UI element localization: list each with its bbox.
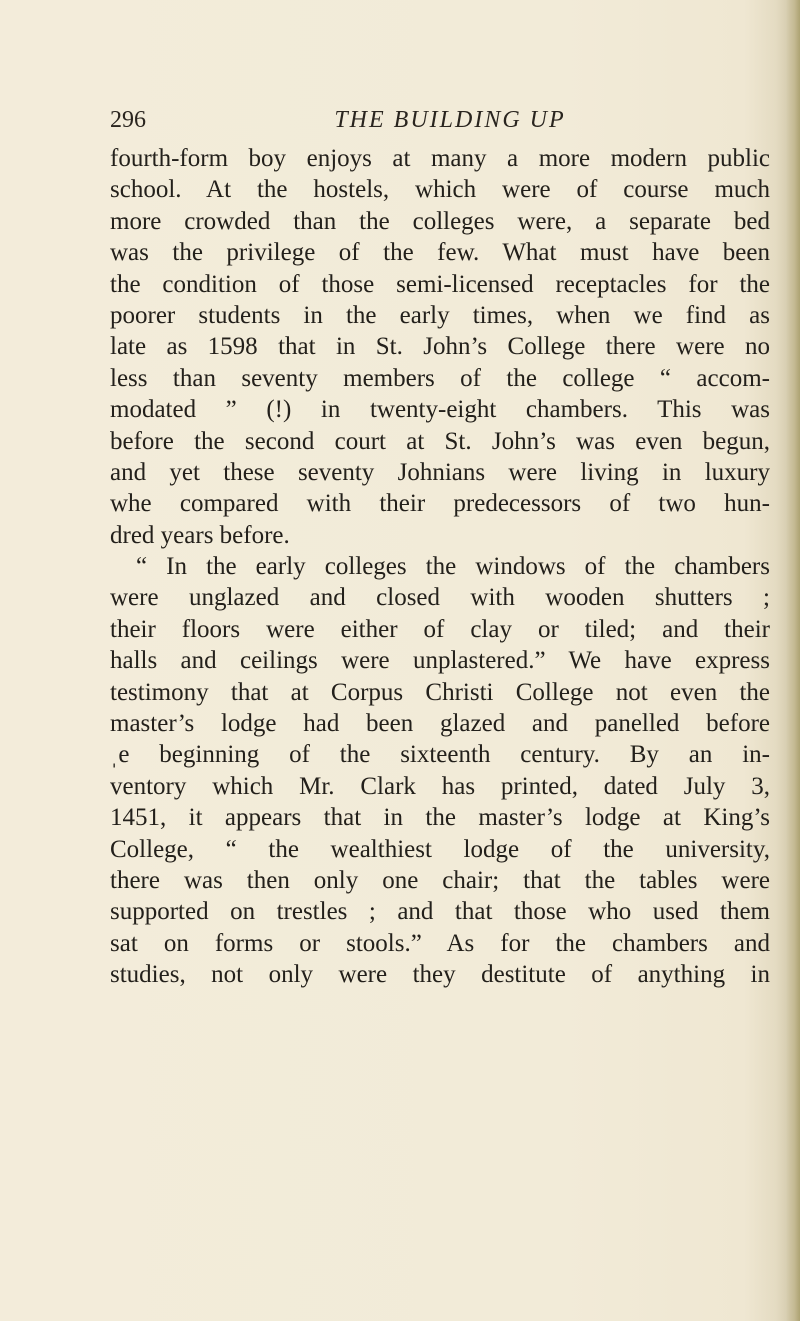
text-line: the condition of those semi-licensed receptacles for the xyxy=(110,270,770,298)
text-line: halls and ceilings were unplastered.” We have express xyxy=(110,647,770,675)
running-head: THE BUILDING UP xyxy=(334,107,566,133)
text-line: there was then only one chair; that the tables were xyxy=(110,866,770,894)
text-line: more crowded than the colleges were, a separate bed xyxy=(110,207,770,235)
text-line: master’s lodge had been glazed and panelled before xyxy=(110,710,770,738)
text-line: fourth-form boy enjoys at many a more modern public xyxy=(110,145,770,172)
text-line: were unglazed and closed with wooden shutters ; xyxy=(110,584,770,612)
text-line: “ In the early colleges the windows of the chambers xyxy=(136,553,770,581)
text-line: their floors were either of clay or tiled; and their xyxy=(110,615,770,643)
text-line: before the second court at St. John’s was even begun, xyxy=(110,427,770,455)
text-line: ˌe beginning of the sixteenth century. By an in- xyxy=(110,741,770,769)
text-line: was the privilege of the few. What must have been xyxy=(110,239,770,267)
text-line: less than seventy members of the college “ accom- xyxy=(110,364,770,392)
text-line: testimony that at Corpus Christi College not even the xyxy=(110,678,770,706)
text-line: studies, not only were they destitute of anything in xyxy=(110,961,770,989)
text-line: and yet these seventy Johnians were living in luxury xyxy=(110,458,770,486)
page-edge-shadow xyxy=(786,0,800,1321)
text-line: poorer students in the early times, when we find as xyxy=(110,301,770,329)
text-line: sat on forms or stools.” As for the chambers and xyxy=(110,929,770,957)
text-line: dred years before. xyxy=(110,521,290,549)
text-line: College, “ the wealthiest lodge of the university, xyxy=(110,835,770,863)
page-header xyxy=(110,102,770,138)
text-line: modated ” (!) in twenty-eight chambers. This was xyxy=(110,396,770,424)
text-line: late as 1598 that in St. John’s College there were no xyxy=(110,333,770,361)
text-line: 1451, it appears that in the master’s lodge at King’s xyxy=(110,804,770,832)
text-line: ventory which Mr. Clark has printed, dated July 3, xyxy=(110,772,770,800)
text-line: school. At the hostels, which were of course much xyxy=(110,176,770,204)
page-number: 296 xyxy=(110,107,146,133)
body-text xyxy=(110,143,770,991)
text-line: supported on trestles ; and that those who used them xyxy=(110,898,770,926)
text-line: whe compared with their predecessors of two hun- xyxy=(110,490,770,518)
